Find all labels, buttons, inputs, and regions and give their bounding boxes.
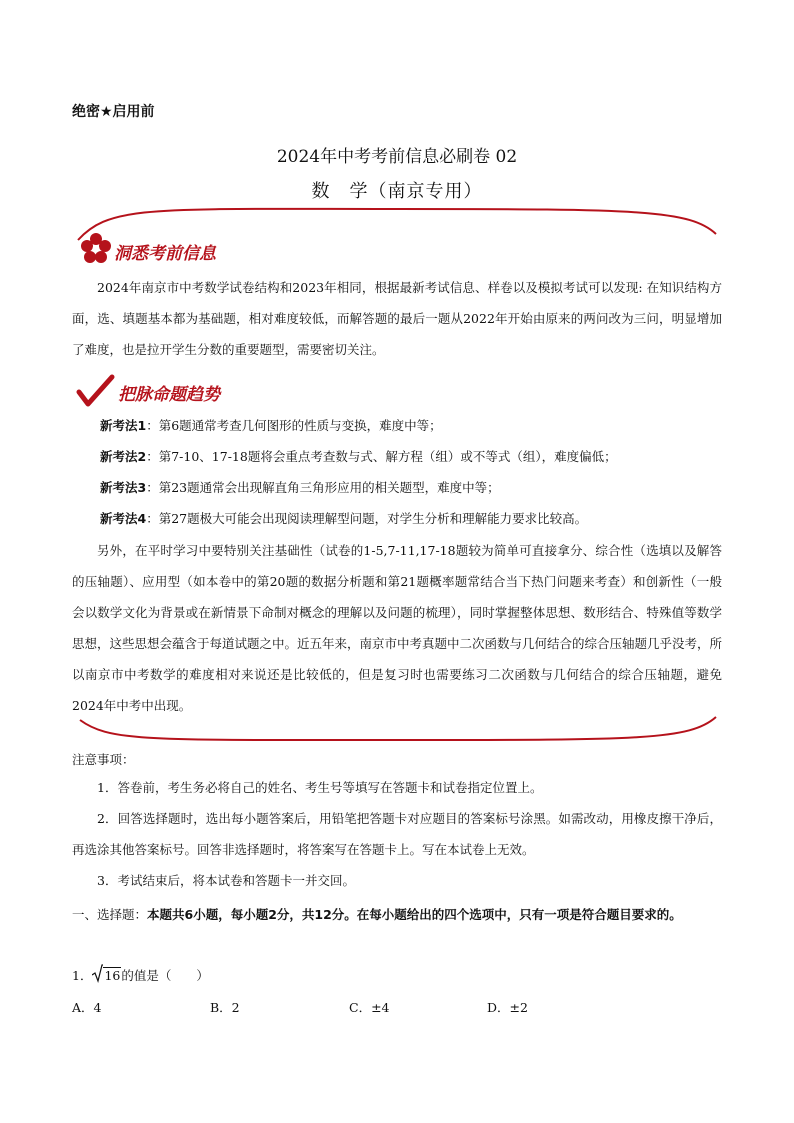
sqrt-expression bbox=[92, 968, 121, 983]
option-b: B．2 bbox=[210, 1000, 240, 1015]
trend-item-text: ：第6题通常考查几何图形的性质与变换，难度中等； bbox=[146, 418, 442, 433]
trend-item-label: 新考法2 bbox=[100, 449, 147, 464]
trend-item-label: 新考法3 bbox=[100, 480, 147, 495]
radical-sign-icon bbox=[92, 964, 103, 984]
radicand: 16 bbox=[104, 968, 121, 983]
option-c: C．±4 bbox=[349, 1000, 390, 1015]
question-number: 1． bbox=[72, 968, 93, 983]
note-item: 1．答卷前，考生务必将自己的姓名、考生号等填写在答题卡和试卷指定位置上。 bbox=[97, 780, 543, 795]
exam-info-paragraph bbox=[72, 272, 722, 365]
section1-text: 本题共6小题，每小题2分，共12分。在每小题给出的四个选项中，只有一项是符合题目要求的。 bbox=[147, 907, 682, 922]
page-subtitle: 数 学（南京专用） bbox=[311, 181, 483, 202]
flower-icon bbox=[80, 232, 112, 264]
trend-item bbox=[100, 509, 587, 527]
checkmark-icon bbox=[76, 374, 116, 408]
question-1-stem bbox=[72, 966, 209, 984]
trend-item bbox=[100, 447, 617, 465]
note-item: 3．考试结束后，将本试卷和答题卡一并交回。 bbox=[97, 873, 355, 888]
option-d: D．±2 bbox=[487, 1000, 528, 1015]
page-title: 2024年中考考前信息必刷卷 02 bbox=[276, 147, 518, 167]
note-item: 2．回答选择题时，选出每小题答案后，用铅笔把答题卡对应题目的答案标号涂黑。如需改动，用橡皮擦干净后，再选涂其他答案标号。回答非选择题时，将答案写在答题卡上。写在本试卷上无效。 bbox=[72, 811, 722, 857]
trend-item bbox=[100, 478, 500, 496]
question-text: 的值是（ ） bbox=[121, 968, 209, 983]
section1-instructions bbox=[72, 899, 747, 930]
secret-mark: 绝密★启用前 bbox=[72, 104, 155, 120]
trend-item-label: 新考法1 bbox=[100, 418, 147, 433]
trend-item-label: 新考法4 bbox=[100, 511, 147, 526]
trend-item bbox=[100, 416, 442, 434]
trend-item-text: ：第7-10、17-18题将会重点考查数与式、解方程（组）或不等式（组），难度偏低； bbox=[146, 449, 617, 464]
notes-heading: 注意事项： bbox=[72, 752, 135, 767]
section1-label: 一、选择题： bbox=[72, 907, 148, 922]
trend-heading: 把脉命题趋势 bbox=[118, 385, 220, 405]
trend-paragraph bbox=[72, 535, 722, 721]
trend-item-text: ：第23题通常会出现解直角三角形应用的相关题型，难度中等； bbox=[146, 480, 500, 495]
trend-text: 另外，在平时学习中要特别关注基础性（试卷的1-5,7-11,17-18题较为简单可直接拿分、综合性（选填以及解答的压轴题）、应用型（如本卷中的第20题的数据分析题和第21题概率题常结合当下热门问题来考查）和创新性（一般会以数学文化为背景或在新情景下命制对概念的理解以及问题的梳理），同时掌握整体思想、数形结合、特殊值等数学思想，这些思想会蕴含于每道试题之中。近五年来，南京市中考真题中二次函数与几何结合的综合压轴题几乎没考，所以南京市中考数学的难度相对来说还是比较低的，但是复习时也需要练习二次函数与几何结合的综合压轴题，避免2024年中考中出现。 bbox=[72, 543, 723, 713]
notes-list bbox=[72, 772, 722, 896]
trend-item-text: ：第27题极大可能会出现阅读理解型问题，对学生分析和理解能力要求比较高。 bbox=[146, 511, 588, 526]
exam-info-text: 2024年南京市中考数学试卷结构和2023年相同，根据最新考试信息、样卷以及模拟考试可以发现: 在知识结构方面，选、填题基本都为基础题，相对难度较低，而解答题的最后一题从2022年开始由原来的两问改为三问，明显增加了难度，也是拉开学生分数的重要题型，需要密切关注。 bbox=[72, 280, 722, 357]
option-a: A．4 bbox=[72, 1000, 102, 1015]
exam-info-heading: 洞悉考前信息 bbox=[114, 244, 216, 264]
